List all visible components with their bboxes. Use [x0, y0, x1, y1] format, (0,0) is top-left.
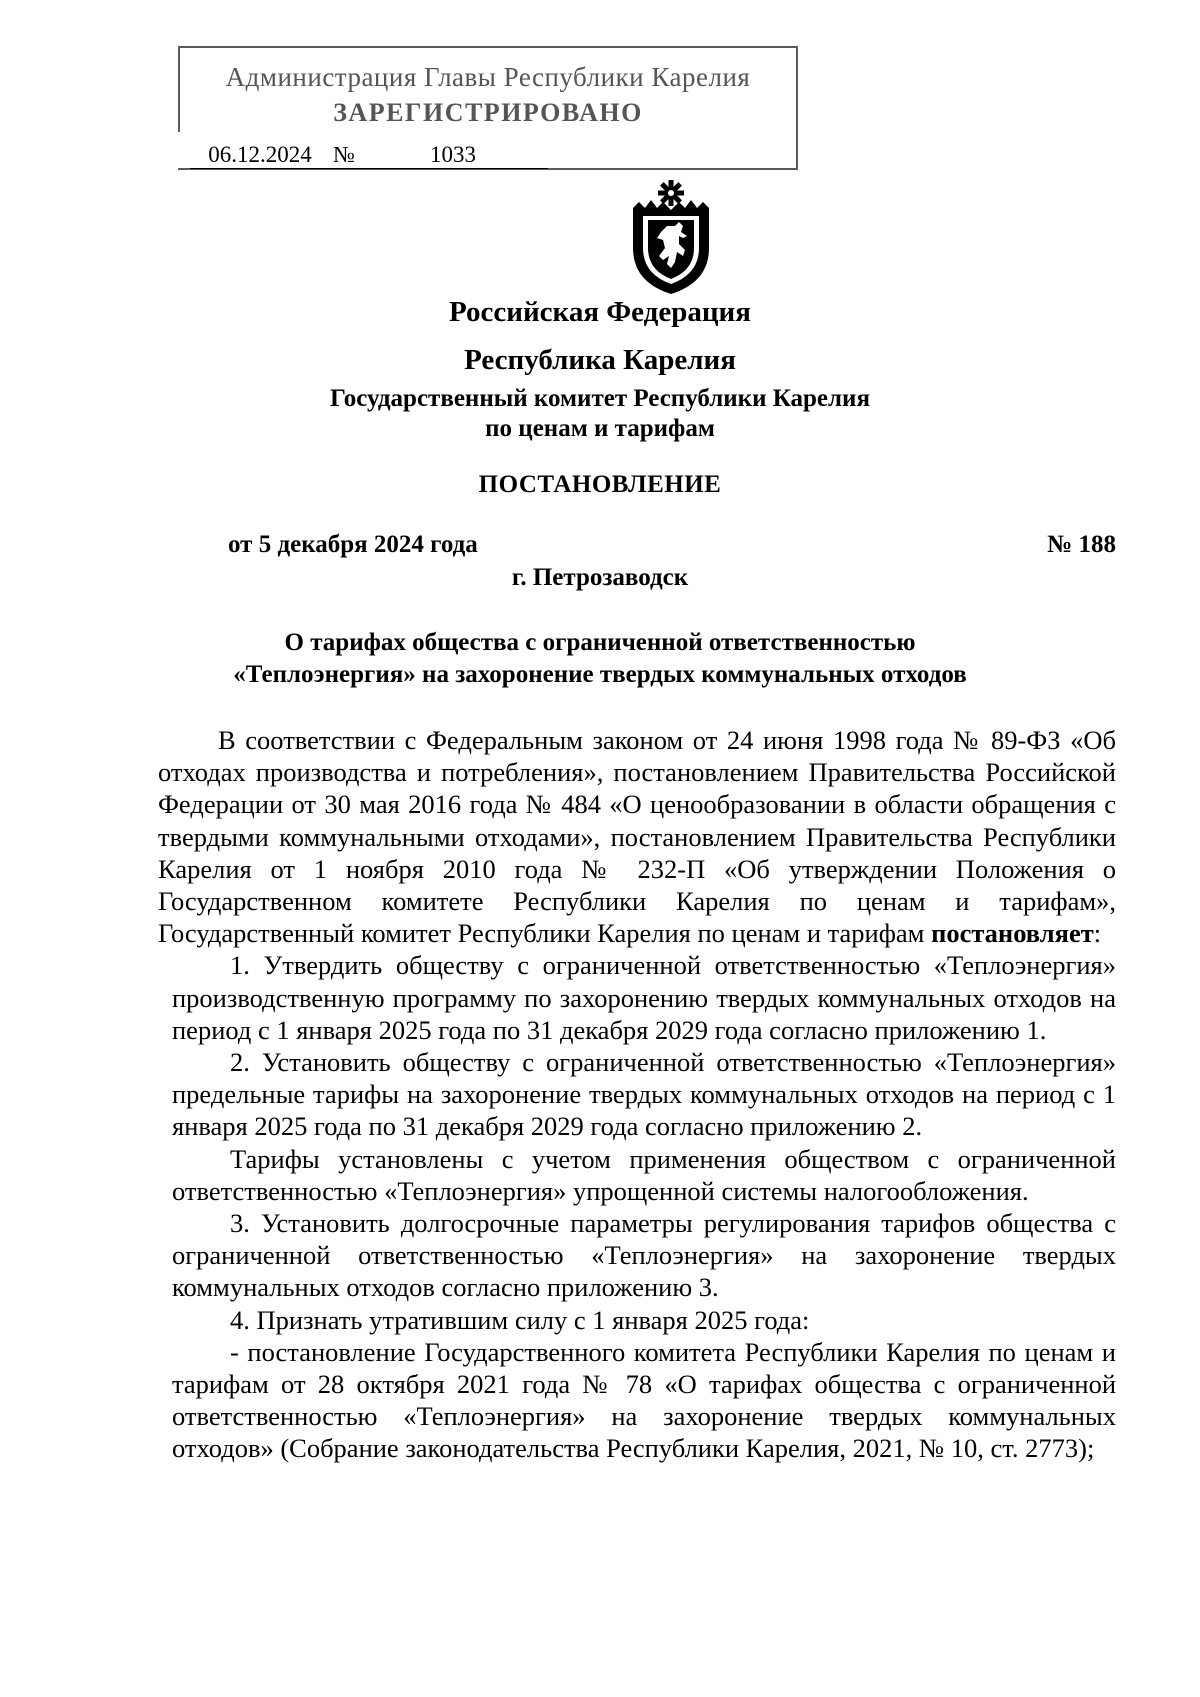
stamp-authority: Администрация Главы Республики Карелия: [225, 62, 751, 92]
document-number: № 188: [1047, 531, 1116, 558]
document-title-line1: О тарифах общества с ограниченной ответственностью: [284, 629, 916, 656]
republic-heading: Республика Карелия: [464, 344, 736, 376]
document-body: [158, 724, 1116, 1465]
preamble-end: :: [1093, 918, 1102, 949]
stamp-status: ЗАРЕГИСТРИРОВАНО: [333, 98, 643, 127]
stamp-number: 1033: [358, 142, 548, 169]
stamp-date: 06.12.2024: [190, 142, 330, 169]
document-title-line2: «Теплоэнергия» на захоронение твердых коммунальных отходов: [233, 661, 967, 688]
item-4-subitem: - постановление Государственного комитета Республики Карелия по ценам и тарифам от 28 октября 2021 года № 78 «О тарифах общества с ограниченной ответственностью «Теплоэнергия» на захоронение твердых коммунальных отходов» (Собрание законодательства Республики Карелия, 2021, № 10, ст. 2773);: [172, 1336, 1116, 1464]
karelia-coat-of-arms-icon: [625, 178, 717, 296]
committee-heading-line2: по ценам и тарифам: [485, 415, 715, 442]
document-type-heading: ПОСТАНОВЛЕНИЕ: [478, 471, 722, 498]
stamp-registration-line: [190, 142, 548, 169]
document-city: г. Петрозаводск: [511, 564, 689, 591]
stamp-number-sign: №: [330, 142, 358, 169]
item-2: 2. Установить обществу с ограниченной ответственностью «Теплоэнергия» предельные тарифы на захоронение твердых коммунальных отходов на период с 1 января 2025 года по 31 декабря 2029 года согласно приложению 2.: [172, 1047, 1116, 1142]
item-1: 1. Утвердить обществу с ограниченной ответственностью «Теплоэнергия» производственную программу по захоронению твердых коммунальных отходов на период с 1 января 2025 года по 31 декабря 2029 года согласно приложению 1.: [172, 950, 1116, 1045]
preamble-paragraph: [158, 724, 1116, 949]
item-4: 4. Признать утратившим силу с 1 января 2025 года:: [230, 1304, 810, 1335]
item-3: 3. Установить долгосрочные параметры регулирования тарифов общества с ограниченной ответственностью «Теплоэнергия» на захоронение твердых коммунальных отходов согласно приложению 3.: [172, 1208, 1116, 1303]
document-date: от 5 декабря 2024 года: [228, 531, 478, 558]
committee-heading-line1: Государственный комитет Республики Карелия: [330, 385, 870, 412]
preamble-text: В соответствии с Федеральным законом от 24 июня 1998 года № 89-ФЗ «Об отходах производства и потребления», постановлением Правительства Российской Федерации от 30 мая 2016 года № 484 «О ценообразовании в области обращения с твердыми коммунальными отходами», постановлением Правительства Республики Карелия от 1 ноября 2010 года № 232-П «Об утверждении Положения о Государственном комитете Республики Карелия по ценам и тарифам», Государственный комитет Республики Карелия по ценам и тарифам: [158, 725, 1116, 949]
item-2-note: Тарифы установлены с учетом применения обществом с ограниченной ответственностью «Теплоэнергия» упрощенной системы налогообложения.: [172, 1143, 1116, 1206]
preamble-resolves: постановляет: [931, 918, 1094, 949]
country-heading: Российская Федерация: [449, 296, 751, 328]
